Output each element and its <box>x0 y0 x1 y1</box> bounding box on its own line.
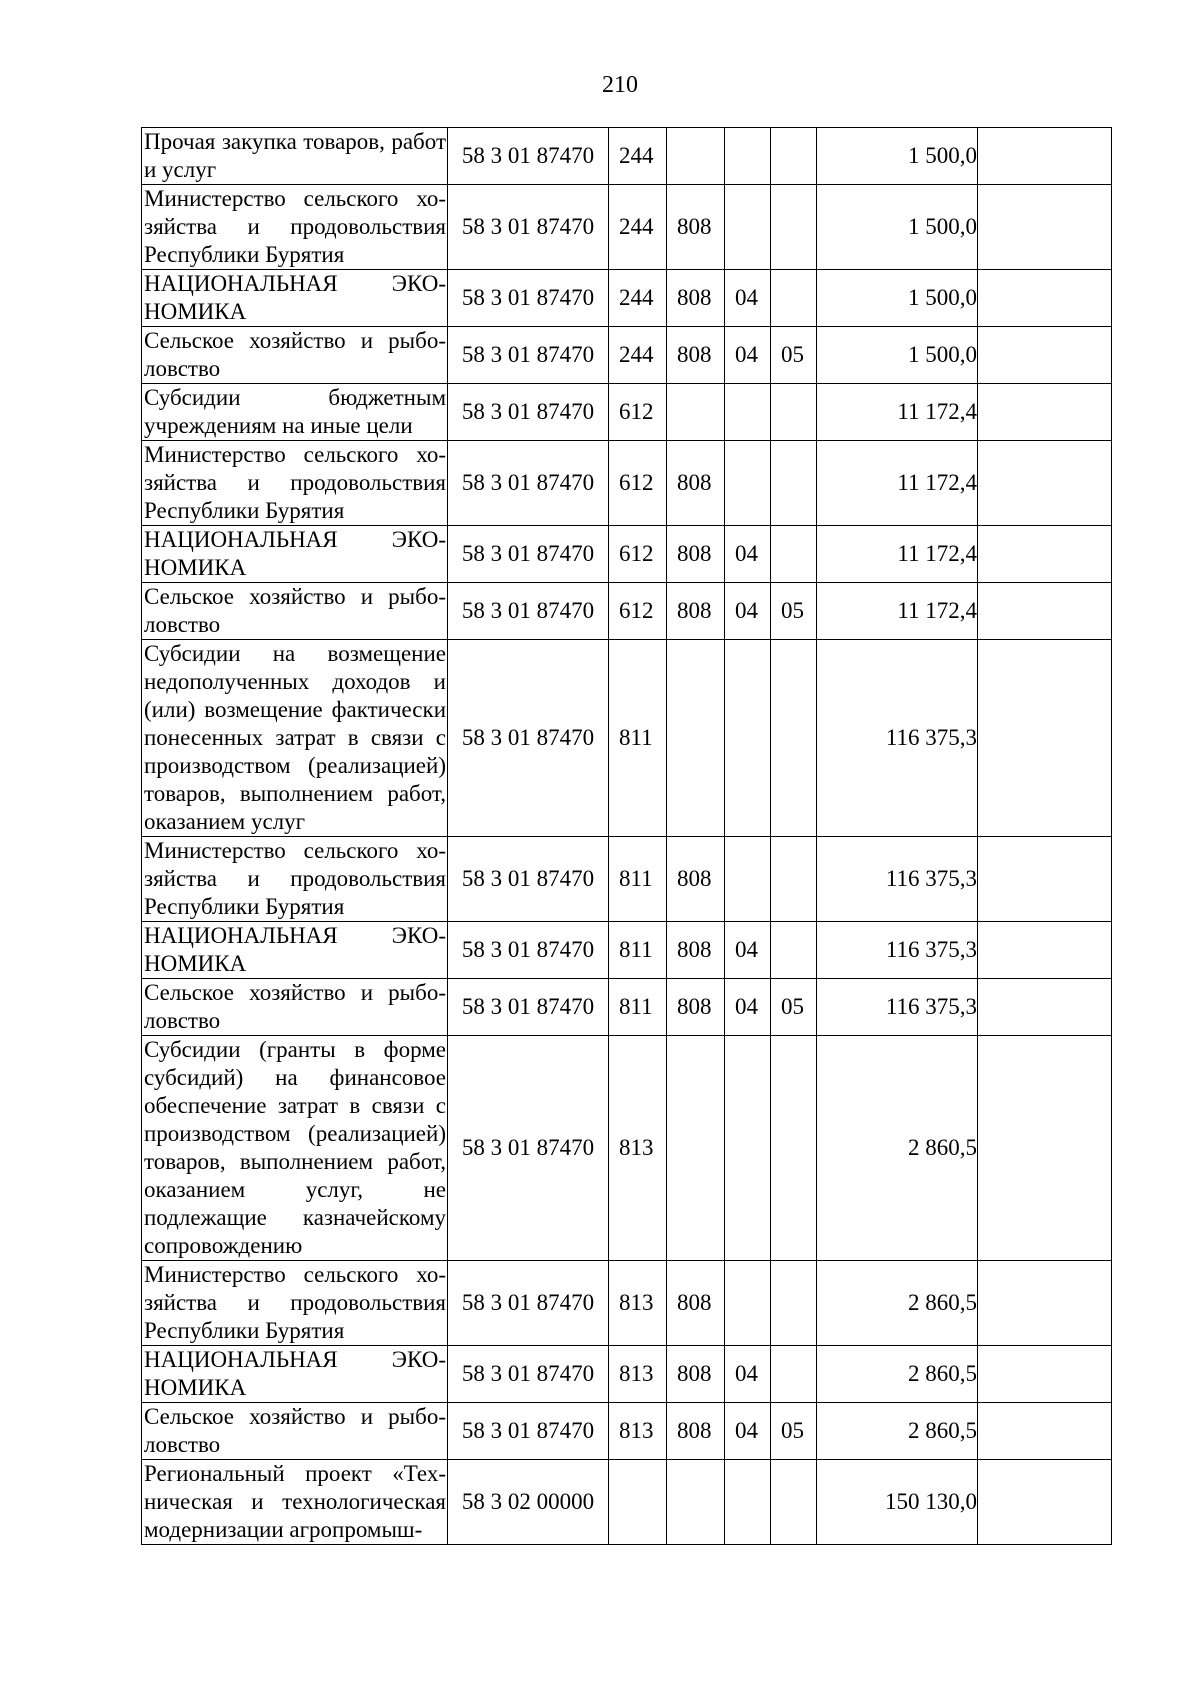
table-row <box>142 640 1112 837</box>
ministry-code-cell <box>667 1036 725 1261</box>
expense-type-cell: 811 <box>609 922 667 979</box>
target-article-cell: 58 3 01 87470 <box>448 1261 609 1346</box>
section-code-cell <box>725 128 771 185</box>
extra-cell <box>978 270 1112 327</box>
expense-type-cell: 612 <box>609 384 667 441</box>
expense-type-cell: 244 <box>609 270 667 327</box>
ministry-code-cell <box>667 640 725 837</box>
ministry-code-cell: 808 <box>667 583 725 640</box>
extra-cell <box>978 640 1112 837</box>
extra-cell <box>978 327 1112 384</box>
ministry-code-cell <box>667 384 725 441</box>
extra-cell <box>978 128 1112 185</box>
amount-cell: 2 860,5 <box>817 1346 978 1403</box>
subsection-code-cell <box>771 1261 817 1346</box>
table-row <box>142 128 1112 185</box>
amount-cell: 116 375,3 <box>817 640 978 837</box>
extra-cell <box>978 837 1112 922</box>
target-article-cell: 58 3 01 87470 <box>448 922 609 979</box>
item-name-cell: НАЦИОНАЛЬНАЯ ЭКОНОМИКА <box>142 270 448 327</box>
amount-cell: 116 375,3 <box>817 922 978 979</box>
subsection-code-cell <box>771 270 817 327</box>
section-code-cell <box>725 1036 771 1261</box>
item-name-cell: НАЦИОНАЛЬНАЯ ЭКОНОМИКА <box>142 1346 448 1403</box>
expense-type-cell: 244 <box>609 185 667 270</box>
page-number: 210 <box>602 72 638 98</box>
target-article-cell: 58 3 01 87470 <box>448 979 609 1036</box>
subsection-code-cell: 05 <box>771 327 817 384</box>
subsection-code-cell <box>771 1036 817 1261</box>
target-article-cell: 58 3 01 87470 <box>448 270 609 327</box>
table-row <box>142 327 1112 384</box>
extra-cell <box>978 1460 1112 1545</box>
expense-type-cell: 813 <box>609 1036 667 1261</box>
expense-type-cell: 612 <box>609 441 667 526</box>
ministry-code-cell: 808 <box>667 185 725 270</box>
subsection-code-cell <box>771 922 817 979</box>
amount-cell: 11 172,4 <box>817 526 978 583</box>
target-article-cell: 58 3 01 87470 <box>448 1346 609 1403</box>
amount-cell: 1 500,0 <box>817 128 978 185</box>
item-name-cell: НАЦИОНАЛЬНАЯ ЭКОНОМИКА <box>142 526 448 583</box>
item-name-cell: Министерство сельского хозяйства и продовольствия Республики Бурятия <box>142 185 448 270</box>
extra-cell <box>978 1261 1112 1346</box>
amount-cell: 150 130,0 <box>817 1460 978 1545</box>
item-name-cell: Субсидии бюджетным учреждениям на иные цели <box>142 384 448 441</box>
expense-type-cell: 813 <box>609 1261 667 1346</box>
extra-cell <box>978 526 1112 583</box>
section-code-cell <box>725 441 771 526</box>
extra-cell <box>978 922 1112 979</box>
amount-cell: 11 172,4 <box>817 583 978 640</box>
item-name-cell: Прочая закупка товаров, работ и услуг <box>142 128 448 185</box>
expense-type-cell: 813 <box>609 1346 667 1403</box>
amount-cell: 1 500,0 <box>817 185 978 270</box>
section-code-cell: 04 <box>725 327 771 384</box>
section-code-cell: 04 <box>725 922 771 979</box>
item-name-cell: Региональный проект «Техническая и технологическая модернизации агропромыш- <box>142 1460 448 1545</box>
section-code-cell: 04 <box>725 526 771 583</box>
extra-cell <box>978 1036 1112 1261</box>
extra-cell <box>978 1346 1112 1403</box>
ministry-code-cell <box>667 128 725 185</box>
table-row <box>142 384 1112 441</box>
target-article-cell: 58 3 01 87470 <box>448 1036 609 1261</box>
target-article-cell: 58 3 01 87470 <box>448 327 609 384</box>
amount-cell: 11 172,4 <box>817 384 978 441</box>
table-row <box>142 979 1112 1036</box>
ministry-code-cell: 808 <box>667 979 725 1036</box>
amount-cell: 2 860,5 <box>817 1261 978 1346</box>
subsection-code-cell <box>771 128 817 185</box>
table-row <box>142 583 1112 640</box>
table-row <box>142 185 1112 270</box>
budget-table-body <box>142 128 1112 1545</box>
extra-cell <box>978 979 1112 1036</box>
extra-cell <box>978 1403 1112 1460</box>
subsection-code-cell <box>771 441 817 526</box>
section-code-cell <box>725 837 771 922</box>
table-row <box>142 1403 1112 1460</box>
item-name-cell: Сельское хозяйство и рыболовство <box>142 1403 448 1460</box>
subsection-code-cell: 05 <box>771 979 817 1036</box>
expense-type-cell: 612 <box>609 583 667 640</box>
ministry-code-cell: 808 <box>667 837 725 922</box>
expense-type-cell: 811 <box>609 640 667 837</box>
table-row <box>142 837 1112 922</box>
subsection-code-cell <box>771 185 817 270</box>
extra-cell <box>978 185 1112 270</box>
section-code-cell <box>725 1261 771 1346</box>
item-name-cell: Сельское хозяйство и рыболовство <box>142 583 448 640</box>
expense-type-cell: 244 <box>609 327 667 384</box>
ministry-code-cell: 808 <box>667 327 725 384</box>
section-code-cell: 04 <box>725 270 771 327</box>
section-code-cell <box>725 1460 771 1545</box>
section-code-cell <box>725 185 771 270</box>
subsection-code-cell: 05 <box>771 1403 817 1460</box>
subsection-code-cell <box>771 837 817 922</box>
table-row <box>142 526 1112 583</box>
section-code-cell <box>725 384 771 441</box>
ministry-code-cell: 808 <box>667 526 725 583</box>
section-code-cell: 04 <box>725 583 771 640</box>
expense-type-cell: 244 <box>609 128 667 185</box>
subsection-code-cell <box>771 1346 817 1403</box>
amount-cell: 116 375,3 <box>817 837 978 922</box>
subsection-code-cell: 05 <box>771 583 817 640</box>
table-row <box>142 441 1112 526</box>
item-name-cell: Субсидии на возмещение недополученных доходов и (или) возмещение фактически понесенных затрат в связи с производством (реализацией) товаров, выполнением работ, оказанием услуг <box>142 640 448 837</box>
expense-type-cell: 813 <box>609 1403 667 1460</box>
ministry-code-cell: 808 <box>667 441 725 526</box>
extra-cell <box>978 384 1112 441</box>
item-name-cell: Министерство сельского хозяйства и продовольствия Республики Бурятия <box>142 441 448 526</box>
target-article-cell: 58 3 01 87470 <box>448 185 609 270</box>
budget-table <box>141 127 1112 1545</box>
amount-cell: 11 172,4 <box>817 441 978 526</box>
amount-cell: 1 500,0 <box>817 327 978 384</box>
amount-cell: 116 375,3 <box>817 979 978 1036</box>
subsection-code-cell <box>771 1460 817 1545</box>
item-name-cell: Сельское хозяйство и рыболовство <box>142 327 448 384</box>
section-code-cell: 04 <box>725 1403 771 1460</box>
amount-cell: 2 860,5 <box>817 1403 978 1460</box>
expense-type-cell: 811 <box>609 979 667 1036</box>
target-article-cell: 58 3 02 00000 <box>448 1460 609 1545</box>
amount-cell: 1 500,0 <box>817 270 978 327</box>
target-article-cell: 58 3 01 87470 <box>448 640 609 837</box>
expense-type-cell: 612 <box>609 526 667 583</box>
target-article-cell: 58 3 01 87470 <box>448 837 609 922</box>
ministry-code-cell: 808 <box>667 270 725 327</box>
table-row <box>142 922 1112 979</box>
ministry-code-cell: 808 <box>667 1403 725 1460</box>
subsection-code-cell <box>771 640 817 837</box>
ministry-code-cell: 808 <box>667 1346 725 1403</box>
section-code-cell <box>725 640 771 837</box>
section-code-cell: 04 <box>725 1346 771 1403</box>
target-article-cell: 58 3 01 87470 <box>448 583 609 640</box>
target-article-cell: 58 3 01 87470 <box>448 441 609 526</box>
table-row <box>142 1036 1112 1261</box>
table-row <box>142 1261 1112 1346</box>
target-article-cell: 58 3 01 87470 <box>448 1403 609 1460</box>
amount-cell: 2 860,5 <box>817 1036 978 1261</box>
item-name-cell: НАЦИОНАЛЬНАЯ ЭКОНОМИКА <box>142 922 448 979</box>
item-name-cell: Субсидии (гранты в форме субсидий) на финансовое обеспечение затрат в связи с производством (реализацией) товаров, выполнением работ, оказанием услуг, не подлежащие казначейскому сопровождению <box>142 1036 448 1261</box>
subsection-code-cell <box>771 526 817 583</box>
table-row <box>142 1460 1112 1545</box>
ministry-code-cell: 808 <box>667 1261 725 1346</box>
table-row <box>142 270 1112 327</box>
target-article-cell: 58 3 01 87470 <box>448 128 609 185</box>
expense-type-cell <box>609 1460 667 1545</box>
ministry-code-cell <box>667 1460 725 1545</box>
extra-cell <box>978 441 1112 526</box>
table-row <box>142 1346 1112 1403</box>
target-article-cell: 58 3 01 87470 <box>448 384 609 441</box>
section-code-cell: 04 <box>725 979 771 1036</box>
target-article-cell: 58 3 01 87470 <box>448 526 609 583</box>
item-name-cell: Сельское хозяйство и рыболовство <box>142 979 448 1036</box>
expense-type-cell: 811 <box>609 837 667 922</box>
ministry-code-cell: 808 <box>667 922 725 979</box>
item-name-cell: Министерство сельского хозяйства и продовольствия Республики Бурятия <box>142 837 448 922</box>
extra-cell <box>978 583 1112 640</box>
item-name-cell: Министерство сельского хозяйства и продовольствия Республики Бурятия <box>142 1261 448 1346</box>
subsection-code-cell <box>771 384 817 441</box>
